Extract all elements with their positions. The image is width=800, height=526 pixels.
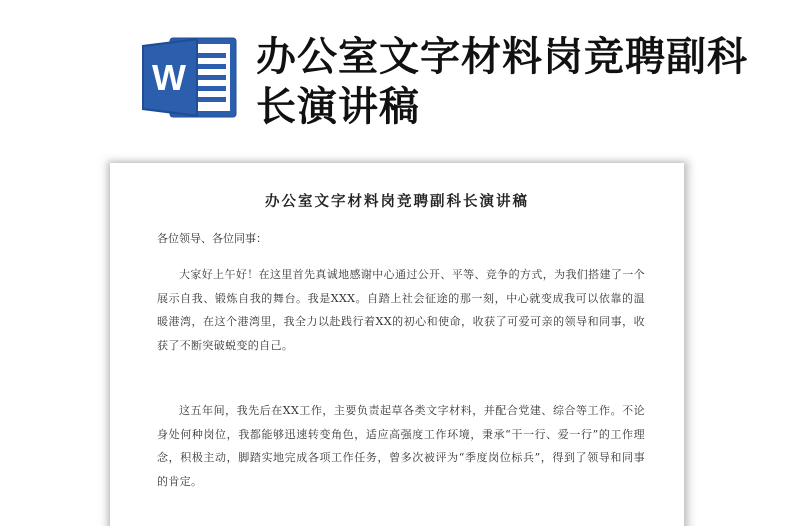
document-title: 办公室文字材料岗竞聘副科长演讲稿 [265,193,529,210]
header [0,0,800,150]
paragraph-2: 这五年间，我先后在XX工作，主要负责起草各类文字材料，并配合党建、综合等工作。不论身处何种岗位，我都能够迅速转变角色，适应高强度工作环境，秉承“干一行、爱一行”的工作理念，积极主动，脚踏实地完成各项工作任务，曾多次被评为“季度岗位标兵”，得到了领导和同事的肯定。 [157,404,645,488]
paragraph-1: 大家好上午好！在这里首先真诚地感谢中心通过公开、平等、竞争的方式，为我们搭建了一个展示自我、锻炼自我的舞台。我是XXX。自踏上社会征途的那一刻，中心就变成我可以依靠的温暖港湾，在这个港湾里，我全力以赴践行着XX的初心和使命，收获了可爱可亲的领导和同事，收获了不断突破蜕变的自己。 [157,268,645,352]
document-page [110,163,684,526]
microsoft-word-icon [140,35,240,120]
header-title: 办公室文字材料岗竞聘副科长演讲稿 [256,34,748,130]
logo-letter: W [152,57,186,98]
salutation: 各位领导、各位同事： [157,232,267,245]
